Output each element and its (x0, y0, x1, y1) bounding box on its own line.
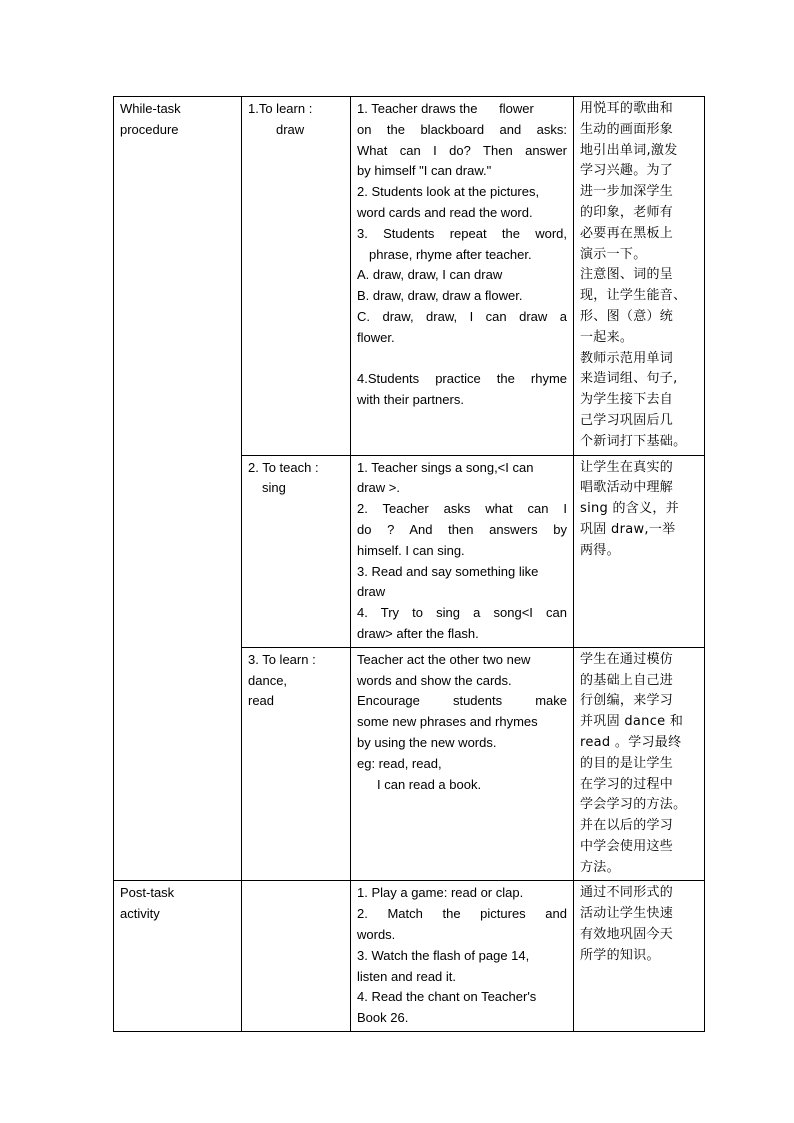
stage-cell-while-task (114, 97, 242, 881)
activity-line: C. draw, draw, I can draw a (357, 308, 567, 324)
purpose-line: 地引出单词,激发 (580, 142, 678, 158)
activity-line: 2. Teacher asks what can I (357, 501, 567, 517)
activity-line: on the blackboard and asks: (357, 121, 567, 137)
activity-line: eg: read, read, (357, 755, 442, 771)
activity-line: draw (357, 584, 386, 600)
activity-line: 2. Match the pictures and (357, 906, 567, 922)
activity-line: 2. Students look at the pictures, (357, 184, 540, 200)
purpose-line: 的印象，老师有 (580, 204, 674, 220)
purpose-line: 现，让学生能音、 (580, 288, 687, 304)
purpose-line: 生动的画面形象 (580, 121, 674, 137)
purpose-line: 形、图（意）统 (580, 308, 674, 324)
activity-line: phrase, rhyme after teacher. (369, 246, 532, 262)
purpose-line: 教师示范用单词 (580, 350, 674, 366)
purpose-cell (574, 881, 705, 1032)
activity-line: draw >. (357, 480, 400, 496)
activity-line: draw> after the flash. (357, 625, 479, 641)
purpose-line: 两得。 (580, 542, 620, 558)
activity-cell (351, 455, 574, 647)
activity-line: 3. Students repeat the word, (357, 225, 567, 241)
step-label: dance, (248, 672, 288, 688)
purpose-line: sing 的含义，并 (580, 501, 680, 517)
table-row (114, 97, 705, 456)
table-row (114, 881, 705, 1032)
purpose-line: 必要再在黑板上 (580, 225, 674, 241)
purpose-line: 学生在通过模仿 (580, 651, 674, 667)
activity-line: B. draw, draw, draw a flower. (357, 288, 523, 304)
activity-line: word cards and read the word. (357, 204, 533, 220)
activity-cell (351, 881, 574, 1032)
activity-spacer (357, 349, 567, 370)
activity-cell (351, 97, 574, 456)
step-label: draw (276, 121, 305, 137)
activity-line: 3. Watch the flash of page 14, (357, 947, 530, 963)
purpose-line: 个新词打下基础。 (580, 433, 687, 449)
step-label: 1.To learn : (248, 101, 313, 116)
purpose-line: 所学的知识。 (580, 947, 660, 963)
activity-line: some new phrases and rhymes (357, 714, 538, 730)
step-cell (242, 647, 351, 881)
purpose-line: 并在以后的学习 (580, 818, 674, 834)
purpose-line: 让学生在真实的 (580, 459, 674, 475)
activity-line: 4. Read the chant on Teacher's (357, 989, 537, 1005)
step-label: sing (262, 480, 286, 496)
purpose-line: 注意图、词的呈 (580, 267, 674, 283)
purpose-line: 的基础上自己进 (580, 672, 674, 688)
purpose-line: 巩固 draw,一举 (580, 521, 676, 537)
step-cell-empty (242, 881, 351, 1032)
purpose-line: 中学会使用这些 (580, 838, 674, 854)
activity-line: do ? And then answers by (357, 521, 567, 537)
purpose-cell (574, 455, 705, 647)
purpose-line: 并巩固 dance 和 (580, 714, 684, 730)
purpose-line: 的目的是让学生 (580, 755, 674, 771)
activity-cell (351, 647, 574, 881)
activity-line: I can read a book. (377, 776, 482, 792)
activity-line: words and show the cards. (357, 672, 512, 688)
purpose-line: 己学习巩固后几 (580, 412, 674, 428)
step-label: 3. To learn : (248, 651, 316, 667)
activity-line: What can I do? Then answer (357, 142, 567, 158)
purpose-line: read 。学习最终 (580, 734, 682, 750)
step-cell (242, 455, 351, 647)
stage-label: activity (120, 906, 160, 922)
step-cell (242, 97, 351, 456)
activity-line: Encourage students make (357, 693, 567, 709)
purpose-line: 通过不同形式的 (580, 885, 674, 901)
activity-line: with their partners. (357, 392, 464, 408)
purpose-line: 一起来。 (580, 329, 634, 345)
activity-line: by himself "I can draw." (357, 163, 492, 179)
purpose-line: 行创编，来学习 (580, 693, 674, 709)
activity-line: Teacher act the other two new (357, 651, 531, 667)
purpose-line: 在学习的过程中 (580, 776, 674, 792)
activity-line: 4. Try to sing a song<I can (357, 605, 567, 621)
purpose-line: 用悦耳的歌曲和 (580, 101, 674, 116)
activity-line: 1. Teacher draws the flower (357, 101, 534, 116)
lesson-plan-table (113, 96, 705, 1032)
step-label: 2. To teach : (248, 459, 319, 475)
purpose-cell (574, 97, 705, 456)
purpose-line: 有效地巩固今天 (580, 927, 674, 943)
activity-line: A. draw, draw, I can draw (357, 267, 503, 283)
stage-label: While-task (120, 101, 181, 116)
activity-line: 1. Teacher sings a song,<I can (357, 459, 534, 475)
stage-label: procedure (120, 121, 179, 137)
activity-line: himself. I can sing. (357, 542, 465, 558)
purpose-line: 活动让学生快速 (580, 906, 674, 922)
activity-line: 3. Read and say something like (357, 563, 539, 579)
purpose-line: 唱歌活动中理解 (580, 480, 674, 496)
purpose-line: 方法。 (580, 859, 620, 875)
activity-line: 4.Students practice the rhyme (357, 371, 567, 387)
purpose-line: 进一步加深学生 (580, 184, 674, 200)
activity-line: listen and read it. (357, 968, 457, 984)
activity-line: 1. Play a game: read or clap. (357, 885, 524, 901)
purpose-line: 学习兴趣。为了 (580, 163, 674, 179)
purpose-line: 学会学习的方法。 (580, 797, 687, 813)
activity-line: flower. (357, 329, 395, 345)
activity-line: by using the new words. (357, 734, 497, 750)
activity-line: words. (357, 927, 396, 943)
purpose-cell (574, 647, 705, 881)
purpose-line: 演示一下。 (580, 246, 647, 262)
purpose-line: 来造词组、句子, (580, 371, 678, 387)
purpose-line: 为学生接下去自 (580, 392, 674, 408)
stage-label: Post-task (120, 885, 175, 901)
step-label: read (248, 693, 275, 709)
activity-line: Book 26. (357, 1010, 409, 1026)
stage-cell-post-task (114, 881, 242, 1032)
